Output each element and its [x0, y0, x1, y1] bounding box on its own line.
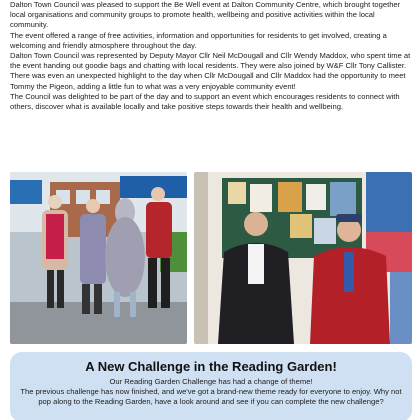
event-photo-group	[10, 172, 187, 344]
challenge-text	[20, 377, 402, 407]
event-photo-indoor	[194, 172, 412, 344]
article-paragraph: The Council was delighted to be part of the day and to support an event which encourages residents to connect with others, discover what is available locally and take positive steps towards their health and wellbeing.	[10, 91, 400, 112]
article-paragraph: There was even an unexpected highlight to the day when Cllr McDougall and Cllr Maddox had the opportunity to meet Tommy the Pigeon, adding a little fun to what was a very enjoyable community event!	[10, 71, 406, 91]
challenge-line: Our Reading Garden Challenge has had a change of theme!	[109, 377, 313, 386]
article-paragraph: The event offered a range of free activities, information and opportunities for residents to get involved, creating a welcoming and friendly atmosphere throughout the day.	[10, 30, 387, 50]
challenge-line: The previous challenge has now finished, and we've got a brand-new theme ready for everyone to enjoy. Why not pop along to the Reading Garden, have a look around and see if you can complete the new challenge?	[20, 387, 402, 406]
article-paragraph: Dalton Town Council was represented by Deputy Mayor Cllr Neil McDougall and Cllr Wendy Maddox, who spent time at the event handing out goodie bags and chatting with local residents. They were also joined by W&F Cllr Tony Callister.	[10, 51, 411, 71]
challenge-title: A New Challenge in the Reading Garden!	[85, 359, 337, 374]
indoor-photo-illustration	[194, 172, 412, 344]
article-paragraph: Dalton Town Council was pleased to support the Be Well event at Dalton Community Centre, which brought together local organisations and community groups to promote health, wellbeing and positive activities within the local community.	[10, 0, 401, 30]
group-photo-illustration	[10, 172, 187, 344]
reading-garden-challenge-panel	[10, 352, 412, 420]
article-body	[10, 0, 412, 112]
